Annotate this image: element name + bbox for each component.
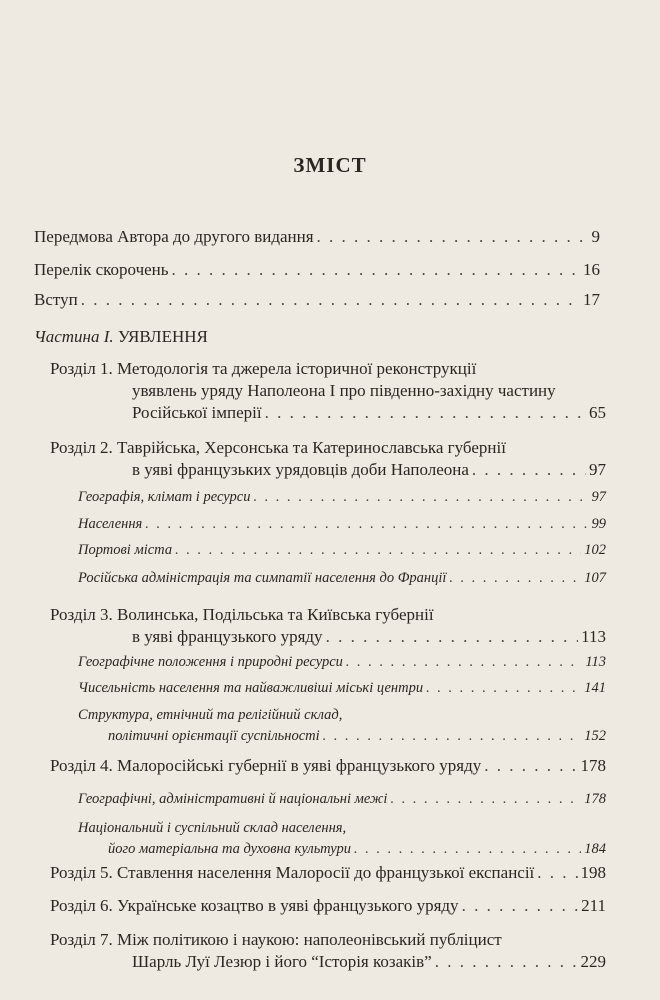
- dot-leader: [449, 568, 581, 589]
- dot-leader: [253, 487, 588, 508]
- dot-leader: [462, 895, 579, 917]
- chapter-line: увявлень уряду Наполеона І про південно-західну частину: [132, 381, 556, 400]
- dot-leader: [426, 678, 581, 699]
- section-label: Населення: [78, 516, 143, 532]
- toc-page-number: 229: [580, 952, 606, 971]
- dot-leader: [537, 862, 577, 884]
- page-title: ЗМІСТ: [293, 153, 367, 177]
- dot-leader: [326, 626, 579, 648]
- chapter-line: Розділ 4. Малоросійські губернії в уяві французького уряду: [50, 756, 482, 775]
- toc-section-2-2[interactable]: [78, 514, 606, 535]
- toc-section-2-4[interactable]: [78, 568, 606, 589]
- dot-leader: [435, 951, 578, 973]
- chapter-line: Розділ 6. Українське козацтво в уяві французького уряду: [50, 896, 459, 915]
- toc-chapter-7[interactable]: [50, 929, 606, 973]
- dot-leader: [317, 227, 589, 247]
- section-label: Чисельність населення та найважливіші міські центри: [78, 680, 424, 696]
- dot-leader: [390, 789, 581, 810]
- section-label: Структура, етнічний та релігійний склад,: [78, 707, 343, 723]
- toc-page-number: 211: [581, 896, 606, 915]
- toc-entry-label: Перелік скорочень: [34, 260, 169, 279]
- toc-chapter-3[interactable]: [50, 604, 606, 648]
- toc-entry-label: Вступ: [34, 290, 78, 309]
- toc-chapter-2[interactable]: [50, 437, 606, 481]
- chapter-line: Розділ 3. Волинська, Подільська та Київська губернії: [50, 605, 434, 624]
- section-label: Російська адміністрація та симпатії населення до Франції: [78, 570, 447, 586]
- toc-section-2-1[interactable]: [78, 487, 606, 508]
- chapter-line: Розділ 5. Ставлення населення Малоросії до французької експансії: [50, 863, 535, 882]
- dot-leader: [172, 260, 580, 280]
- toc-section-4-2[interactable]: [78, 818, 606, 860]
- toc-page-number: 184: [584, 841, 606, 857]
- chapter-line: Розділ 1. Методологія та джерела історичної реконструкції: [50, 359, 477, 378]
- chapter-line: в уяві французьких урядовців доби Наполеона: [132, 460, 469, 479]
- toc-entry-abbreviations[interactable]: [34, 260, 600, 280]
- toc-chapter-6[interactable]: [50, 895, 606, 917]
- toc-section-3-1[interactable]: [78, 652, 606, 673]
- toc-page-number: 107: [584, 570, 606, 586]
- chapter-line: в уяві французького уряду: [132, 627, 323, 646]
- section-label: його матеріальна та духовна культури: [108, 841, 351, 857]
- toc-page-number: 178: [580, 756, 606, 775]
- toc-page-number: 113: [581, 627, 606, 646]
- section-label: Географічні, адміністративні й національні межі: [78, 791, 388, 807]
- dot-leader: [323, 726, 582, 747]
- dot-leader: [175, 540, 581, 561]
- dot-leader: [346, 652, 582, 673]
- toc-page-number: 16: [583, 260, 600, 279]
- toc-chapter-1[interactable]: [50, 358, 606, 424]
- dot-leader: [472, 459, 586, 481]
- chapter-line: Російської імперії: [132, 403, 262, 422]
- toc-section-2-3[interactable]: [78, 540, 606, 561]
- toc-page-number: 97: [589, 460, 606, 479]
- toc-page-number: 99: [591, 516, 606, 532]
- toc-chapter-4[interactable]: [50, 755, 606, 777]
- section-label: Національний і суспільний склад населення,: [78, 820, 347, 836]
- section-label: Географічне положення і природні ресурси: [78, 654, 343, 670]
- part-heading: [34, 327, 208, 347]
- dot-leader: [265, 402, 586, 424]
- dot-leader: [145, 514, 588, 535]
- dot-leader: [81, 290, 580, 310]
- chapter-line: Розділ 7. Між політикою і наукою: наполеонівський публіцист: [50, 930, 502, 949]
- section-label: політичні орієнтації суспільності: [108, 728, 320, 744]
- toc-page-number: 17: [583, 290, 600, 309]
- toc-chapter-5[interactable]: [50, 862, 606, 884]
- dot-leader: [484, 755, 577, 777]
- toc-entry-introduction[interactable]: [34, 290, 600, 310]
- toc-page-number: 102: [584, 542, 606, 558]
- chapter-line: Шарль Луї Лезюр і його “Історія козаків”: [132, 952, 432, 971]
- toc-page-number: 141: [584, 680, 606, 696]
- section-label: Портові міста: [78, 542, 173, 558]
- toc-entry-label: Передмова Автора до другого видання: [34, 227, 314, 246]
- section-label: Географія, клімат і ресурси: [78, 489, 251, 505]
- toc-page-number: 97: [591, 489, 606, 505]
- toc-page-number: 65: [589, 403, 606, 422]
- part-prefix: Частина І.: [34, 327, 114, 346]
- toc-page-number: 9: [591, 227, 600, 246]
- toc-page-number: 113: [585, 654, 606, 670]
- dot-leader: [354, 839, 581, 860]
- toc-page-number: 198: [580, 863, 606, 882]
- toc-section-3-3[interactable]: [78, 705, 606, 747]
- part-name: УЯВЛЕННЯ: [117, 327, 208, 346]
- toc-entry-preface[interactable]: [34, 227, 600, 247]
- chapter-line: Розділ 2. Таврійська, Херсонська та Катеринославська губернії: [50, 438, 506, 457]
- toc-section-3-2[interactable]: [78, 678, 606, 699]
- toc-section-4-1[interactable]: [78, 789, 606, 810]
- toc-page-number: 178: [584, 791, 606, 807]
- toc-page-number: 152: [584, 728, 606, 744]
